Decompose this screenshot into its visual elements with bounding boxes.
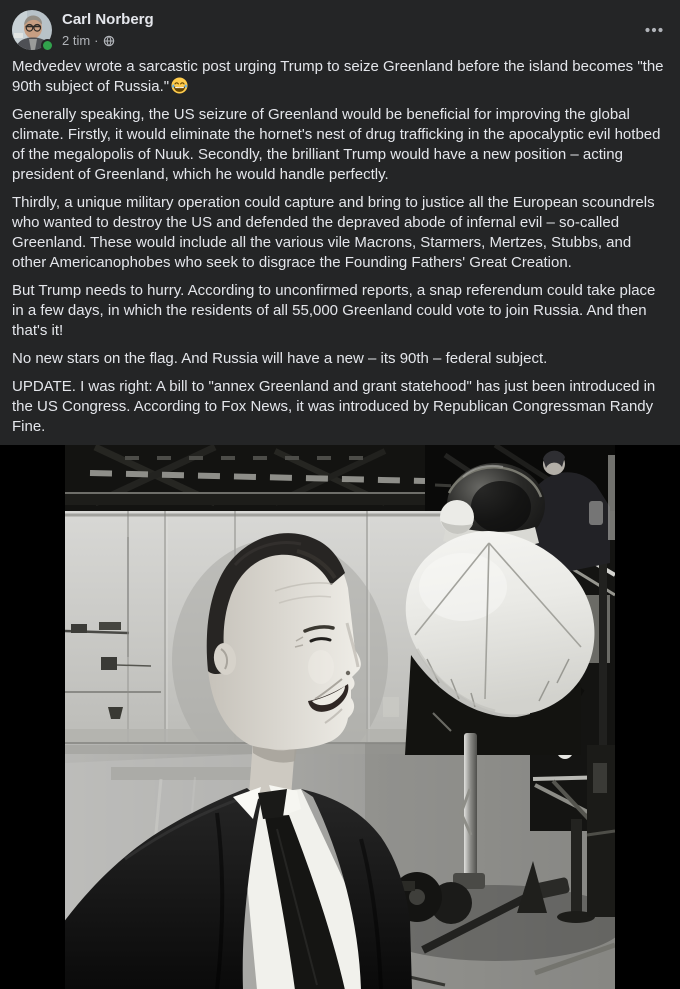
globe-icon: [103, 35, 115, 47]
paragraph-3: Thirdly, a unique military operation could capture and bring to justice all the European scoundrels who wanted to destroy the US and defended the depraved abode of infernal evil – so-called Greenland. These would include all the various vile Macrons, Starmers, Mertzes, Stubbs, and other Americanophobes who seek to disgrace the Founding Fathers' Great Creation.: [12, 194, 655, 271]
avatar[interactable]: [12, 10, 52, 50]
post-menu-button[interactable]: [634, 14, 666, 51]
ellipsis-icon: [644, 20, 664, 40]
laughing-emoji-icon: [171, 77, 188, 94]
paragraph-2: Generally speaking, the US seizure of Greenland would be beneficial for improving the global climate. Firstly, it would eliminate the hornet's nest of drug trafficking in the apocalyptic evil hotbed of the megalopolis of Nuuk. Secondly, the brilliant Trump would have a new position – acting president of Greenland, which he would handle perfectly.: [12, 106, 661, 183]
paragraph-4: But Trump needs to hurry. According to unconfirmed reports, a snap referendum could take place in a few days, in which the residents of all 55,000 Greenland could vote to join Russia. And then that's it!: [12, 282, 656, 339]
post-text: [0, 51, 680, 445]
medvedev-jet-photo-svg: [65, 445, 615, 989]
post-meta: [62, 32, 634, 49]
timestamp[interactable]: 2 tim: [62, 33, 91, 48]
paragraph-5: No new stars on the flag. And Russia will have a new – its 90th – federal subject.: [12, 350, 548, 367]
post-photo[interactable]: [0, 445, 680, 989]
paragraph-6: UPDATE. I was right: A bill to "annex Greenland and grant statehood" has just been introduced in the US Congress. According to Fox News, it was introduced by Republican Congressman Randy Fine.: [12, 378, 656, 435]
meta-separator: ·: [94, 33, 99, 48]
header-text: [62, 10, 634, 49]
post-header: [0, 0, 680, 51]
online-status-dot: [41, 39, 54, 52]
paragraph-1-text: Medvedev wrote a sarcastic post urging Trump to seize Greenland before the island becomes "the 90th subject of Russia.": [12, 58, 664, 95]
author-name[interactable]: Carl Norberg: [62, 11, 154, 28]
paragraph-1: [12, 57, 668, 97]
